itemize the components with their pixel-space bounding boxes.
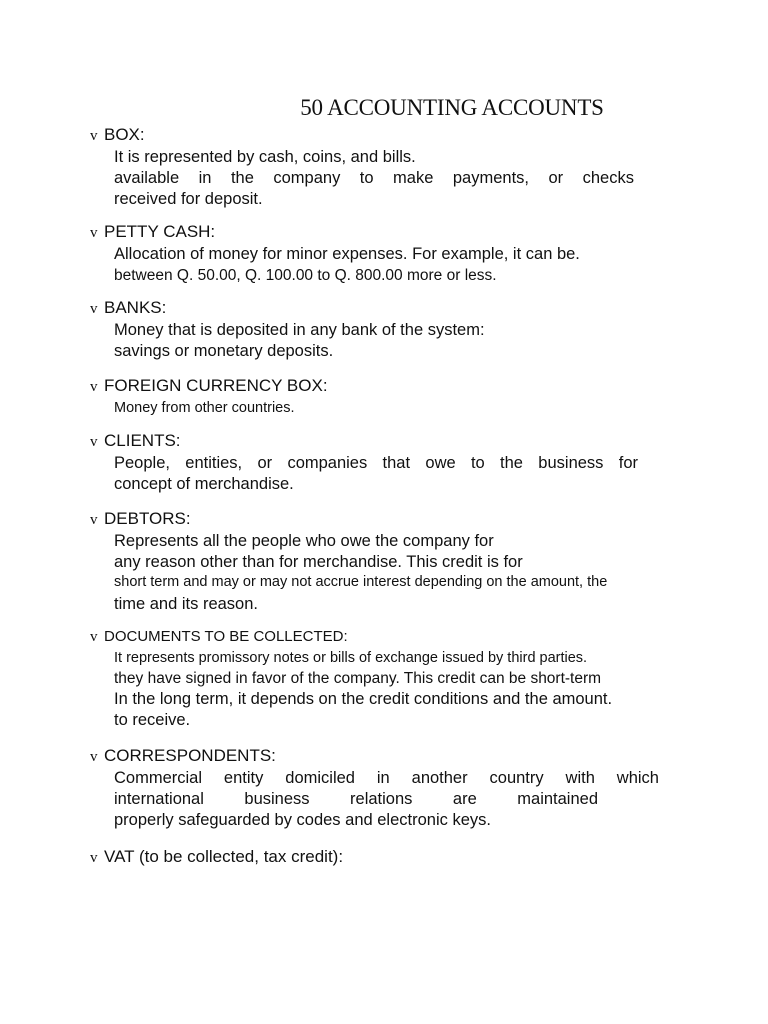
entry-line: Represents all the people who owe the company for (114, 532, 494, 550)
bullet-icon: v (90, 128, 98, 144)
entry-line: Money from other countries. (114, 400, 295, 416)
entry-line: concept of merchandise. (114, 475, 294, 493)
entry-heading (90, 846, 670, 869)
entry-line: Money that is deposited in any bank of the system: (114, 321, 485, 339)
entry-heading (90, 375, 670, 398)
entry-line: In the long term, it depends on the credit conditions and the amount. (114, 690, 613, 708)
entry-line: short term and may or may not accrue interest depending on the amount, the (114, 574, 608, 590)
entry-line: received for deposit. (114, 190, 263, 208)
entry-line: savings or monetary deposits. (114, 342, 334, 360)
entry-heading-text: DOCUMENTS TO BE COLLECTED: (104, 628, 348, 645)
account-entry-petty-cash (90, 221, 670, 286)
bullet-icon: v (90, 379, 98, 395)
bullet-icon: v (90, 749, 98, 765)
entry-heading-text: VAT (to be collected, tax credit): (104, 847, 344, 866)
entry-heading-text: BANKS: (104, 298, 167, 317)
entry-line: Allocation of money for minor expenses. For example, it can be. (114, 245, 580, 263)
bullet-icon: v (90, 225, 98, 241)
entry-line: time and its reason. (114, 595, 258, 613)
entry-heading (90, 508, 670, 531)
entry-heading-text: BOX: (104, 125, 145, 144)
bullet-icon: v (90, 512, 98, 528)
entry-heading (90, 124, 670, 147)
entry-heading (90, 745, 670, 768)
entry-line: properly safeguarded by codes and electronic keys. (114, 811, 491, 829)
entry-heading-text: DEBTORS: (104, 509, 191, 528)
entry-heading (90, 297, 670, 320)
entry-heading (90, 626, 670, 648)
entry-heading (90, 221, 670, 244)
bullet-icon: v (90, 301, 98, 317)
entry-heading-text: CORRESPONDENTS: (104, 746, 276, 765)
account-entry-documents-to-be-collected (90, 626, 670, 731)
entry-heading (90, 430, 670, 453)
entry-heading-text: CLIENTS: (104, 431, 181, 450)
entry-line: international business relations are maintained (114, 790, 598, 808)
entry-line: available in the company to make payments, or checks (114, 169, 634, 187)
account-entry-clients (90, 430, 670, 495)
account-entry-debtors (90, 508, 670, 617)
account-entry-box (90, 124, 670, 210)
entry-line: they have signed in favor of the company. This credit can be short-term (114, 670, 602, 687)
entry-line: between Q. 50.00, Q. 100.00 to Q. 800.00 more or less. (114, 267, 497, 284)
page-title: 50 ACCOUNTING ACCOUNTS (300, 95, 604, 120)
entry-line: to receive. (114, 711, 191, 729)
account-entry-foreign-currency-box (90, 375, 670, 419)
account-entry-vat (90, 846, 670, 869)
entry-line: any reason other than for merchandise. This credit is for (114, 553, 523, 571)
entry-line: People, entities, or companies that owe to the business for (114, 454, 638, 472)
bullet-icon: v (90, 850, 98, 866)
entry-heading-text: FOREIGN CURRENCY BOX: (104, 376, 328, 395)
entry-line: It represents promissory notes or bills of exchange issued by third parties. (114, 650, 588, 666)
account-entry-banks (90, 297, 670, 362)
bullet-icon: v (90, 434, 98, 450)
entry-line: It is represented by cash, coins, and bills. (114, 148, 416, 166)
bullet-icon: v (90, 629, 98, 645)
account-entry-correspondents (90, 745, 670, 831)
entry-heading-text: PETTY CASH: (104, 222, 216, 241)
entry-line: Commercial entity domiciled in another country with which (114, 769, 659, 787)
